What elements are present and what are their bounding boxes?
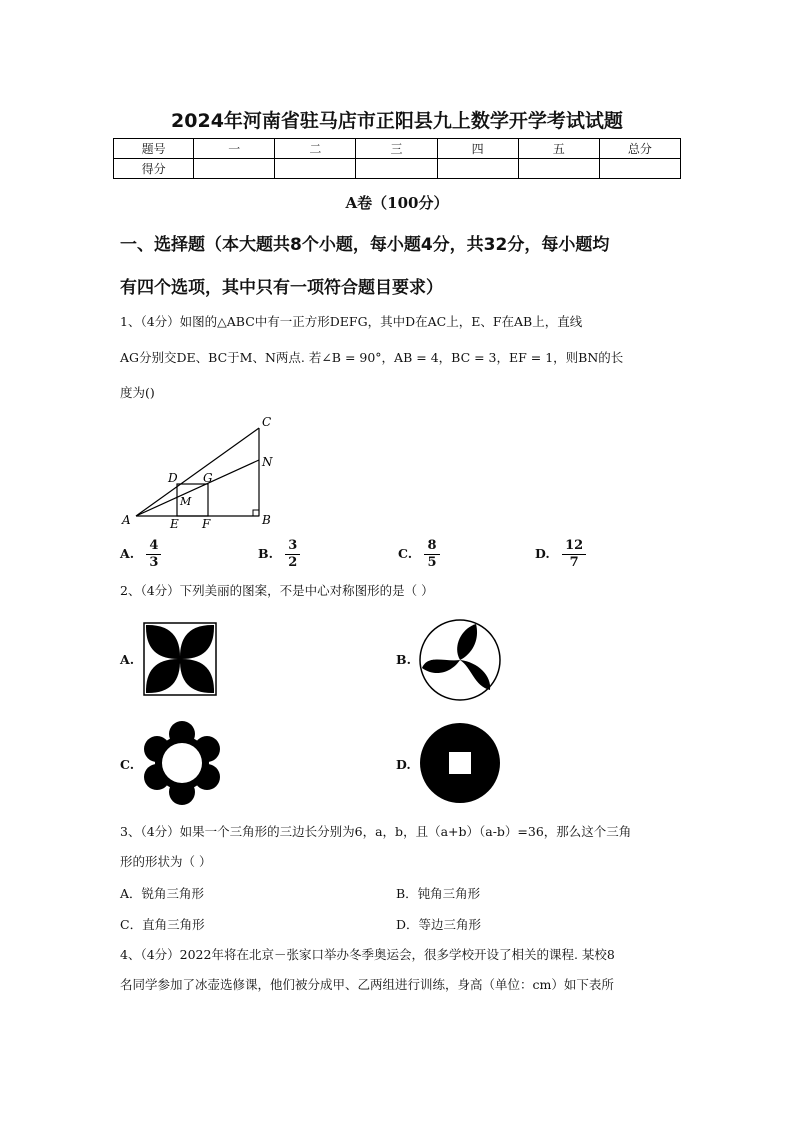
section-heading-line1: 一、选择题（本大题共8个小题，每小题4分，共32分，每小题均 [120,235,610,255]
table-cell: 四 [437,139,518,159]
option-label: B. [258,546,273,561]
label-b: B [262,513,271,527]
label-d: D [168,471,178,485]
label-f: F [202,517,211,531]
table-cell: 五 [518,139,599,159]
q2-option-b-label[interactable]: B. [396,652,411,667]
fraction [562,538,586,571]
option-label: C. [398,546,413,561]
numerator: 12 [562,538,586,555]
q2-stem: 2、（4分）下列美丽的图案，不是中心对称图形的是（ ） [120,583,434,598]
fraction [285,538,300,571]
denominator: 3 [149,555,159,570]
score-table-row [114,159,681,179]
table-cell [518,159,599,179]
q4-line2: 名同学参加了冰壶选修课，他们被分成甲、乙两组进行训练，身高（单位：cm）如下表所 [120,977,614,992]
label-n: N [262,455,273,469]
coin-pattern [419,722,501,804]
table-cell: 二 [275,139,356,159]
label-a: A [122,513,131,527]
q1-line3: 度为() [120,385,155,400]
q3-line2: 形的形状为（ ） [120,854,212,869]
q1-line2: AG分别交DE、BC于M、N两点. 若∠B = 90°，AB = 4，BC = 3，EF = 1，则BN的长 [120,350,624,365]
triangle-figure [118,412,288,532]
label-m: M [180,495,192,508]
denominator: 2 [288,555,298,570]
q1-option-a[interactable] [120,538,161,571]
score-table-header-row [114,139,681,159]
section-heading-line2: 有四个选项，其中只有一项符合题目要求） [120,278,443,298]
table-cell [194,159,275,179]
option-label: D. [535,546,550,561]
four-petal-pattern [143,622,217,696]
q3-line1: 3、（4分）如果一个三角形的三边长分别为6，a，b，且（a+b）（a-b）=36，那么这个三角 [120,824,632,839]
q4-line1: 4、（4分）2022年将在北京－张家口举办冬季奥运会，很多学校开设了相关的课程. 某校8 [120,947,615,962]
q3-option-c[interactable]: C．直角三角形 [120,917,205,932]
option-label: A. [120,546,135,561]
label-c: C [262,415,272,429]
numerator: 4 [146,538,161,555]
table-cell [356,159,437,179]
label-e: E [170,517,179,531]
volume-heading: A卷（100分） [345,194,449,212]
q2-option-d-label[interactable]: D. [396,757,411,772]
table-cell: 得分 [114,159,194,179]
table-cell [599,159,680,179]
page-title: 2024年河南省驻马店市正阳县九上数学开学考试试题 [171,110,623,132]
table-cell: 一 [194,139,275,159]
q3-option-d[interactable]: D．等边三角形 [396,917,482,932]
label-g: G [203,471,213,485]
denominator: 7 [569,555,579,570]
table-cell [437,159,518,179]
q2-option-c-label[interactable]: C. [120,757,135,772]
q1-line1: 1、（4分）如图的△ABC中有一正方形DEFG，其中D在AC上，E、F在AB上，直线 [120,314,583,329]
numerator: 3 [285,538,300,555]
q2-option-a-label[interactable]: A. [120,652,135,667]
flower-pattern [144,720,220,806]
fraction [146,538,161,571]
three-leaf-pattern [418,618,502,702]
denominator: 5 [427,555,437,570]
table-cell: 题号 [114,139,194,159]
score-table [113,138,681,179]
fraction [424,538,439,571]
q3-option-b[interactable]: B．钝角三角形 [396,886,481,901]
q1-option-b[interactable] [258,538,300,571]
q1-option-d[interactable] [535,538,586,571]
numerator: 8 [424,538,439,555]
table-cell: 三 [356,139,437,159]
table-cell: 总分 [599,139,680,159]
q1-option-c[interactable] [398,538,440,571]
table-cell [275,159,356,179]
q3-option-a[interactable]: A．锐角三角形 [120,886,205,901]
